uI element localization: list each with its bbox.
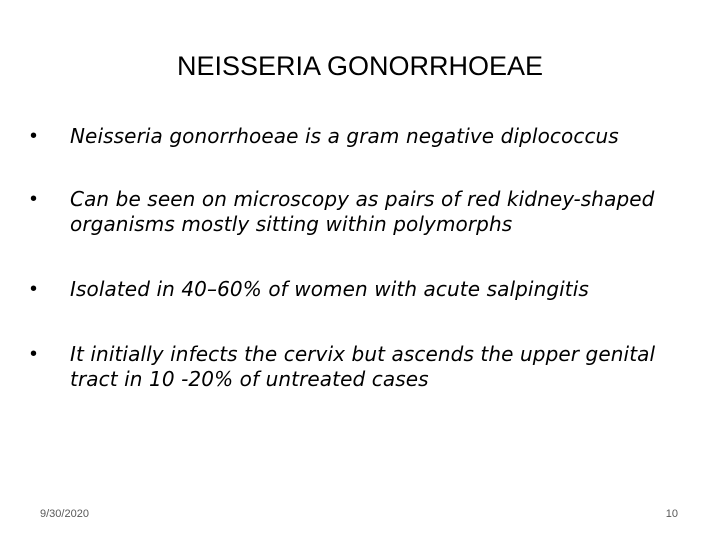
bullet-item <box>30 342 690 392</box>
bullet-icon: • <box>30 278 38 300</box>
bullet-icon: • <box>30 125 38 147</box>
bullet-item <box>30 277 690 302</box>
footer-date: 9/30/2020 <box>40 508 89 520</box>
bullet-list <box>30 124 690 430</box>
slide-title: NEISSERIA GONORRHOEAE <box>176 51 544 81</box>
bullet-item <box>30 124 690 149</box>
bullet-text: Isolated in 40–60% of women with acute salpingitis <box>70 277 589 301</box>
bullet-text: Can be seen on microscopy as pairs of red kidney-shaped organisms mostly sitting within polymorphs <box>70 187 655 236</box>
bullet-icon: • <box>30 188 38 210</box>
page-number: 10 <box>665 508 678 520</box>
bullet-text: Neisseria gonorrhoeae is a gram negative diplococcus <box>70 124 619 148</box>
bullet-item <box>30 187 690 237</box>
bullet-text: It initially infects the cervix but ascends the upper genital tract in 10 -20% of untreated cases <box>70 342 656 391</box>
bullet-icon: • <box>30 343 38 365</box>
